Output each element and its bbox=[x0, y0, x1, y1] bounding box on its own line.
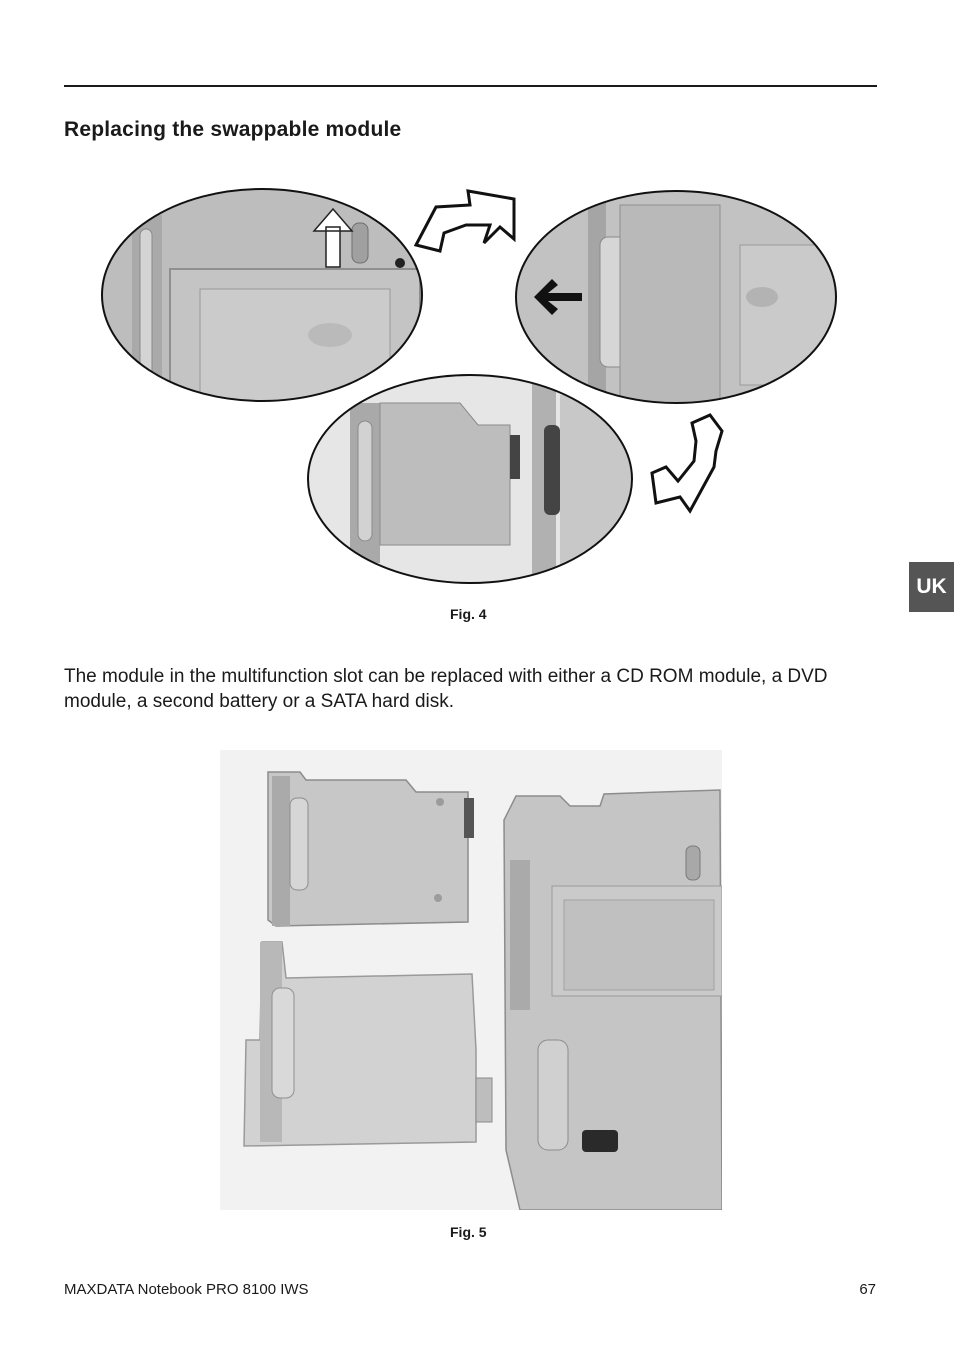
notebook-underside bbox=[504, 790, 722, 1210]
detail-circle-module-removed bbox=[300, 375, 640, 590]
curved-arrow-icon bbox=[652, 415, 722, 511]
footer-page-number: 67 bbox=[859, 1281, 876, 1298]
figure-4-caption: Fig. 4 bbox=[450, 606, 487, 622]
figure-5-caption: Fig. 5 bbox=[450, 1224, 487, 1240]
top-rule bbox=[64, 85, 877, 87]
body-paragraph: The module in the multifunction slot can be replaced with either a CD ROM module, a DVD module, a second battery or a SATA hard disk. bbox=[64, 666, 828, 712]
language-tab-label: UK bbox=[916, 575, 947, 598]
detail-circle-lift-latch bbox=[100, 185, 430, 415]
detail-circle-slide-out bbox=[510, 185, 840, 415]
language-tab bbox=[909, 562, 954, 612]
footer-product-name: MAXDATA Notebook PRO 8100 IWS bbox=[64, 1281, 309, 1298]
figure-5-photo bbox=[220, 750, 722, 1210]
optical-drive-module bbox=[268, 772, 474, 926]
section-heading: Replacing the swappable module bbox=[64, 118, 402, 141]
figure-4-illustration bbox=[100, 185, 840, 590]
curved-arrow-icon bbox=[416, 191, 514, 251]
